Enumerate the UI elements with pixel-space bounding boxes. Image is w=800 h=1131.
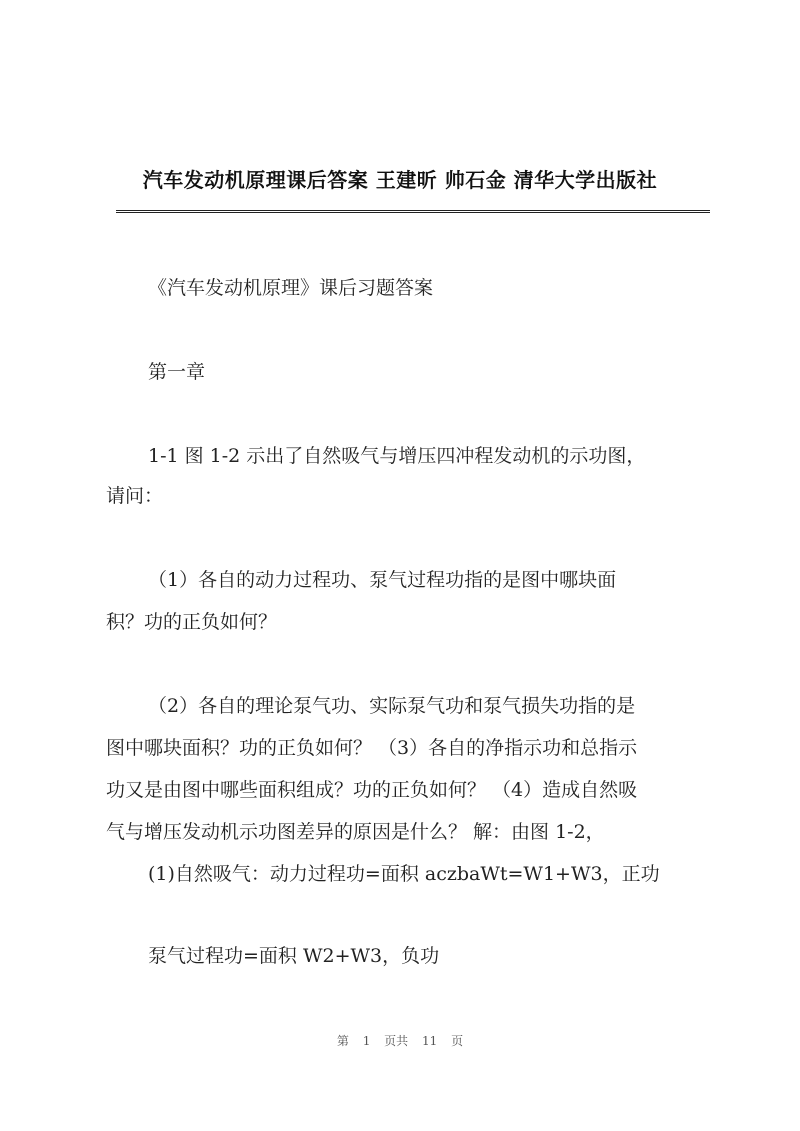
paragraph-line: (1)自然吸气：动力过程功=面积 aczbaWt=W1+W3，正功 bbox=[148, 863, 660, 885]
subtitle-line: 《汽车发动机原理》课后习题答案 bbox=[148, 277, 434, 299]
page-footer: 第 1 页共 11 页 bbox=[336, 1034, 464, 1048]
paragraph-line: 气与增压发动机示功图差异的原因是什么？ 解：由图 1-2， bbox=[106, 821, 605, 843]
chapter-heading: 第一章 bbox=[148, 361, 206, 383]
paragraph-line: 请问： bbox=[106, 485, 164, 507]
document-title: 汽车发动机原理课后答案 王建昕 帅石金 清华大学出版社 bbox=[142, 168, 658, 192]
paragraph-line: 泵气过程功=面积 W2+W3，负功 bbox=[148, 945, 440, 967]
paragraph-line: 图中哪块面积？功的正负如何？ （3）各自的净指示功和总指示 bbox=[106, 737, 638, 759]
paragraph-line: 1-1 图 1-2 示出了自然吸气与增压四冲程发动机的示功图， bbox=[148, 445, 646, 467]
paragraph-line: 功又是由图中哪些面积组成？功的正负如何？ （4）造成自然吸 bbox=[106, 779, 638, 801]
paragraph-line: 积？功的正负如何？ bbox=[106, 611, 278, 633]
title-divider bbox=[116, 210, 710, 213]
paragraph-line: （2）各自的理论泵气功、实际泵气功和泵气损失功指的是 bbox=[148, 695, 636, 717]
paragraph-line: （1）各自的动力过程功、泵气过程功指的是图中哪块面 bbox=[148, 569, 617, 591]
